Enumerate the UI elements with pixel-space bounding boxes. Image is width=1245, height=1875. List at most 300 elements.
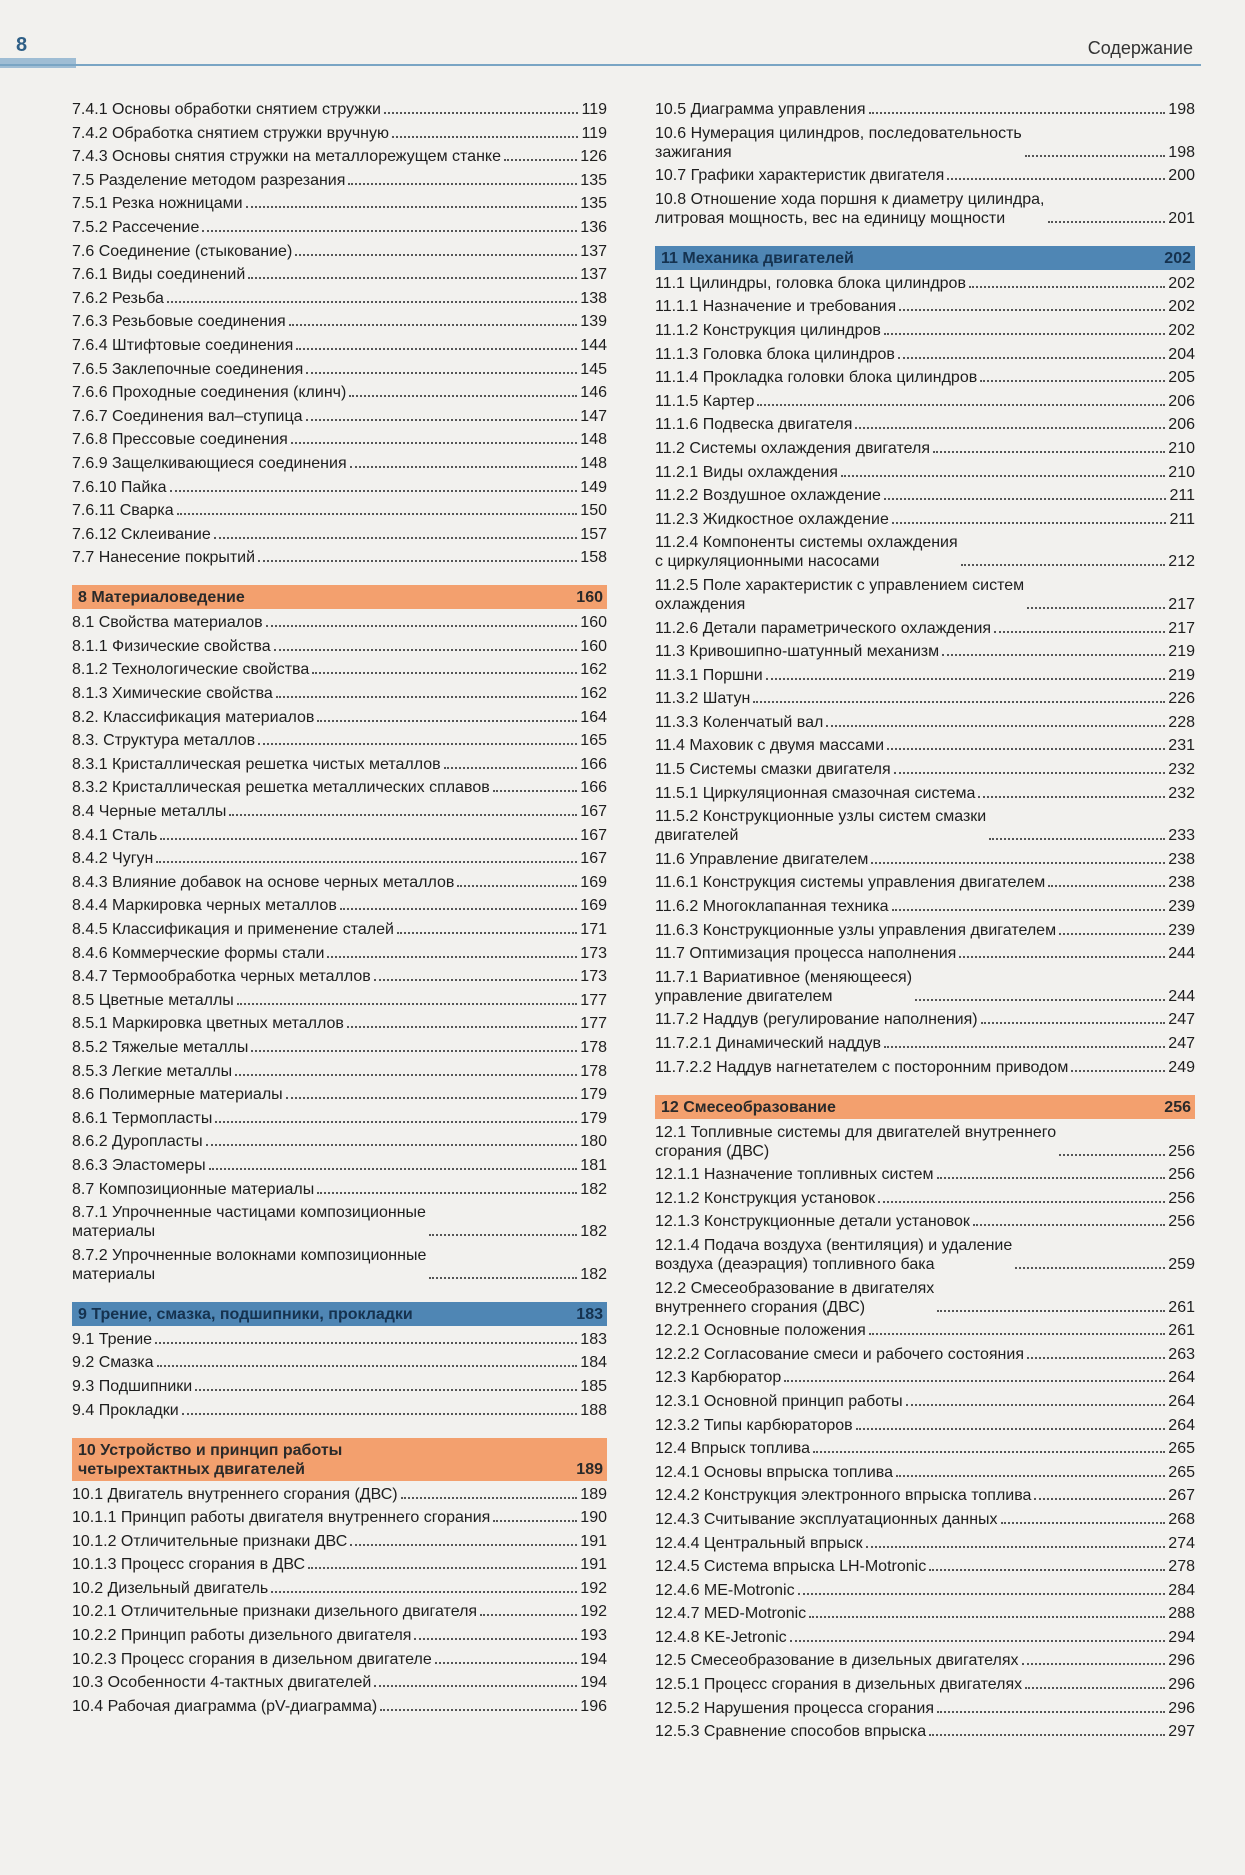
dot-leader	[980, 380, 1165, 382]
toc-entry-page: 198	[1168, 101, 1195, 118]
dot-leader	[312, 672, 577, 674]
toc-entry	[655, 713, 1195, 732]
toc-entry	[72, 1109, 607, 1128]
toc-entry-page: 296	[1168, 1652, 1195, 1670]
toc-entry-title: 11.1.1 Назначение и требования	[655, 298, 897, 316]
toc-entry	[655, 1416, 1195, 1435]
dot-leader	[753, 701, 1165, 703]
dot-leader	[1059, 933, 1165, 935]
toc-entry-page: 173	[580, 968, 607, 986]
toc-entry-page: 190	[580, 1509, 607, 1527]
toc-entry	[655, 968, 1195, 1006]
toc-entry-page: 210	[1168, 463, 1195, 481]
toc-entry-title: 7.6.4 Штифтовые соединения	[72, 336, 294, 354]
toc-entry-page: 146	[580, 384, 607, 402]
toc-entry	[72, 1246, 607, 1284]
toc-entry-title: 8.1 Свойства материалов	[72, 614, 263, 632]
toc-entry-title: 7.5.2 Рассечение	[72, 218, 200, 236]
dot-leader	[1027, 607, 1165, 609]
toc-entry-page: 160	[580, 637, 607, 655]
toc-entry	[655, 124, 1195, 162]
dot-leader	[444, 767, 578, 769]
toc-entry-title: 7.6.2 Резьба	[72, 289, 164, 307]
toc-entry-page: 150	[580, 502, 607, 520]
toc-entry-title: 11.3.1 Поршни	[655, 666, 763, 684]
toc-entry-page: 194	[580, 1650, 607, 1668]
dot-leader	[271, 1591, 577, 1593]
toc-entry-title: 8.4.2 Чугун	[72, 850, 154, 868]
toc-entry-title: 7.4.3 Основы снятия стружки на металлорежущем станке	[72, 148, 501, 166]
toc-entry-title: 9.4 Прокладки	[72, 1401, 179, 1419]
toc-entry-page: 288	[1168, 1605, 1195, 1623]
toc-entry-title: 11.2.4 Компоненты системы охлаждения с циркуляционными насосами	[655, 534, 958, 571]
toc-entry	[72, 1038, 607, 1057]
dot-leader	[306, 419, 578, 421]
toc-entry-title: 11.3.3 Коленчатый вал	[655, 713, 824, 731]
toc-entry	[655, 619, 1195, 638]
dot-leader	[892, 522, 1167, 524]
toc-entry-title: 8.1.1 Физические свойства	[72, 637, 271, 655]
dot-leader	[155, 1342, 577, 1344]
toc-entry-title: 8.4.4 Маркировка черных металлов	[72, 897, 337, 915]
dot-leader	[504, 159, 577, 161]
toc-entry	[655, 1463, 1195, 1482]
dot-leader	[237, 1003, 577, 1005]
toc-entry	[72, 265, 607, 284]
dot-leader	[347, 1026, 577, 1028]
toc-entry-title: 12.5.3 Сравнение способов впрыска	[655, 1723, 927, 1741]
toc-entry-page: 167	[580, 803, 607, 821]
toc-entry	[72, 100, 607, 119]
toc-entry	[72, 525, 607, 544]
toc-entry	[72, 454, 607, 473]
toc-entry	[72, 124, 607, 143]
toc-entry	[655, 1058, 1195, 1077]
toc-entry	[72, 360, 607, 379]
toc-entry	[72, 1532, 607, 1551]
toc-entry-title: 8.5.2 Тяжелые металлы	[72, 1038, 249, 1056]
toc-entry-title: 7.5.1 Резка ножницами	[72, 195, 243, 213]
toc-entry-title: 8.6.2 Дуропласты	[72, 1133, 203, 1151]
toc-entry-page: 167	[580, 850, 607, 868]
toc-entry	[655, 297, 1195, 316]
dot-leader	[429, 1277, 577, 1279]
toc-entry-page: 137	[580, 242, 607, 260]
dot-leader	[809, 1616, 1165, 1618]
toc-entry-page: 139	[580, 313, 607, 331]
toc-entry-title: 11.1.5 Картер	[655, 392, 755, 410]
toc-entry-page: 160	[580, 614, 607, 632]
dot-leader	[274, 649, 578, 651]
dot-leader	[209, 1168, 578, 1170]
dot-leader	[981, 1022, 1166, 1024]
toc-entry-title: 9.1 Трение	[72, 1330, 153, 1348]
toc-entry	[655, 850, 1195, 869]
dot-leader	[160, 838, 577, 840]
toc-entry-page: 169	[580, 897, 607, 915]
dot-leader	[286, 1097, 578, 1099]
toc-entry-page: 157	[580, 525, 607, 543]
dot-leader	[317, 1192, 577, 1194]
toc-entry	[655, 486, 1195, 505]
chapter-title: 12 Смесеобразование	[661, 1098, 836, 1116]
running-title: Содержание	[1087, 38, 1193, 58]
toc-entry	[72, 1377, 607, 1396]
toc-entry-page: 162	[580, 685, 607, 703]
dot-leader	[937, 1177, 1166, 1179]
toc-entry	[72, 731, 607, 750]
toc-entry	[72, 920, 607, 939]
toc-entry-page: 192	[580, 1603, 607, 1621]
dot-leader	[878, 1201, 1165, 1203]
toc-entry	[72, 1014, 607, 1033]
toc-entry-page: 228	[1168, 713, 1195, 731]
toc-entry-title: 12.5.2 Нарушения процесса сгорания	[655, 1699, 935, 1717]
toc-entry	[72, 194, 607, 213]
toc-entry-page: 162	[580, 661, 607, 679]
toc-entry	[72, 407, 607, 426]
dot-leader	[813, 1451, 1165, 1453]
dot-leader	[291, 442, 577, 444]
toc-entry	[655, 415, 1195, 434]
toc-entry-title: 10.1 Двигатель внутреннего сгорания (ДВС)	[72, 1485, 398, 1503]
toc-entry-title: 10.6 Нумерация цилиндров, последовательность зажигания	[655, 124, 1022, 161]
dot-leader	[295, 254, 577, 256]
toc-entry-title: 11.2.1 Виды охлаждения	[655, 463, 838, 481]
toc-entry-page: 180	[580, 1133, 607, 1151]
dot-leader	[457, 885, 577, 887]
dot-leader	[246, 206, 578, 208]
toc-entry-page: 211	[1169, 487, 1195, 505]
dot-leader	[884, 333, 1165, 335]
toc-entry-page: 148	[580, 431, 607, 449]
toc-entry-title: 7.6.6 Проходные соединения (клинч)	[72, 384, 347, 402]
toc-entry-page: 265	[1168, 1440, 1195, 1458]
toc-entry-page: 137	[580, 266, 607, 284]
toc-entry	[72, 684, 607, 703]
toc-entry-page: 244	[1168, 945, 1195, 963]
toc-entry-title: 11.5.2 Конструкционные узлы систем смазки двигателей	[655, 808, 987, 845]
toc-entry-title: 11.7.2 Наддув (регулирование наполнения)	[655, 1011, 978, 1029]
toc-entry	[72, 873, 607, 892]
dot-leader	[401, 1497, 578, 1499]
dot-leader	[258, 743, 577, 745]
toc-entry-page: 238	[1168, 874, 1195, 892]
dot-leader	[790, 1640, 1166, 1642]
toc-entry-page: 149	[580, 478, 607, 496]
toc-entry-page: 204	[1168, 345, 1195, 363]
chapter-page: 183	[576, 1305, 603, 1323]
toc-entry-page: 202	[1168, 274, 1195, 292]
toc-entry	[72, 778, 607, 797]
toc-entry-page: 256	[1168, 1189, 1195, 1207]
toc-entry	[655, 642, 1195, 661]
dot-leader	[869, 1333, 1166, 1335]
toc-entry-title: 10.3 Особенности 4-тактных двигателей	[72, 1674, 372, 1692]
toc-entry	[655, 807, 1195, 845]
toc-entry-title: 11.7.1 Вариативное (меняющееся) управление двигателем	[655, 968, 913, 1005]
toc-entry	[655, 100, 1195, 119]
dot-leader	[906, 1404, 1166, 1406]
toc-entry-title: 7.6 Соединение (стыкование)	[72, 242, 293, 260]
toc-entry-page: 178	[580, 1062, 607, 1080]
dot-leader	[969, 286, 1165, 288]
toc-entry-title: 8.4.7 Термообработка черных металлов	[72, 968, 371, 986]
toc-entry-title: 12.4.2 Конструкция электронного впрыска топлива	[655, 1487, 1032, 1505]
toc-entry	[655, 1368, 1195, 1387]
toc-entry-title: 7.7 Нанесение покрытий	[72, 549, 256, 567]
toc-entry	[72, 802, 607, 821]
toc-entry-title: 11.1.2 Конструкция цилиндров	[655, 321, 881, 339]
toc-entry-page: 193	[580, 1627, 607, 1645]
dot-leader	[898, 357, 1165, 359]
toc-entry	[72, 1401, 607, 1420]
toc-entry-title: 8.4 Черные металлы	[72, 803, 227, 821]
toc-entry-title: 7.5 Разделение методом разрезания	[72, 171, 346, 189]
toc-entry	[72, 755, 607, 774]
toc-entry-page: 189	[580, 1485, 607, 1503]
toc-entry-title: 8.4.5 Классификация и применение сталей	[72, 921, 394, 938]
toc-entry	[655, 1392, 1195, 1411]
toc-entry-page: 196	[580, 1697, 607, 1715]
toc-entry-page: 217	[1168, 595, 1195, 613]
dot-leader	[380, 1709, 577, 1711]
dot-leader	[933, 451, 1165, 453]
toc-entry-page: 138	[580, 289, 607, 307]
toc-entry-title: 8.4.3 Влияние добавок на основе черных металлов	[72, 873, 455, 891]
dot-leader	[894, 772, 1166, 774]
dot-leader	[887, 748, 1165, 750]
dot-leader	[915, 999, 1165, 1001]
toc-entry-title: 11.6.3 Конструкционные узлы управления двигателем	[655, 921, 1057, 939]
toc-entry	[72, 1555, 607, 1574]
dot-leader	[1071, 1070, 1165, 1072]
dot-leader	[899, 309, 1165, 311]
dot-leader	[235, 1074, 577, 1076]
toc-entry-title: 8.7.2 Упрочненные волокнами композиционные материалы	[72, 1246, 427, 1283]
toc-entry-title: 10.5 Диаграмма управления	[655, 101, 866, 118]
toc-entry-page: 192	[580, 1579, 607, 1597]
toc-entry	[72, 1508, 607, 1527]
dot-leader	[937, 1310, 1165, 1312]
dot-leader	[215, 1121, 577, 1123]
toc-entry-page: 177	[580, 991, 607, 1009]
toc-entry	[655, 463, 1195, 482]
toc-entry-title: 10.8 Отношение хода поршня к диаметру цилиндра, литровая мощность, вес на единицу мощности	[655, 190, 1045, 227]
dot-leader	[884, 1046, 1165, 1048]
toc-entry-title: 12.1.4 Подача воздуха (вентиляция) и удаление воздуха (деаэрация) топливного бака	[655, 1236, 1013, 1273]
toc-entry	[72, 991, 607, 1010]
toc-entry	[655, 689, 1195, 708]
dot-leader	[1048, 221, 1166, 223]
toc-entry	[72, 383, 607, 402]
toc-entry	[72, 1697, 607, 1716]
toc-entry-page: 202	[1168, 298, 1195, 316]
toc-entry-page: 135	[580, 171, 607, 189]
toc-entry-page: 158	[580, 549, 607, 567]
dot-leader	[896, 1475, 1165, 1477]
toc-entry-page: 247	[1168, 1011, 1195, 1029]
toc-entry	[655, 1557, 1195, 1576]
dot-leader	[435, 1662, 578, 1664]
toc-entry-page: 178	[580, 1038, 607, 1056]
dot-leader	[973, 1224, 1165, 1226]
chapter-page: 202	[1164, 249, 1191, 267]
toc-entry-page: 198	[1168, 143, 1195, 161]
toc-entry-page: 126	[580, 148, 607, 166]
dot-leader	[869, 112, 1166, 114]
dot-leader	[766, 678, 1166, 680]
toc-entry-page: 177	[580, 1015, 607, 1033]
toc-entry-title: 12.4.6 ME-Motronic	[655, 1581, 795, 1599]
toc-entry	[72, 1132, 607, 1151]
dot-leader	[429, 1234, 577, 1236]
chapter-page: 189	[576, 1460, 603, 1478]
toc-entry-title: 7.4.1 Основы обработки снятием стружки	[72, 101, 381, 118]
toc-entry	[655, 1010, 1195, 1029]
dot-leader	[156, 861, 577, 863]
toc-entry	[655, 533, 1195, 571]
toc-entry-page: 148	[580, 454, 607, 472]
toc-entry-page: 261	[1168, 1322, 1195, 1340]
toc-entry	[655, 1628, 1195, 1647]
toc-entry-page: 181	[580, 1156, 607, 1174]
toc-entry-title: 8.3.2 Кристаллическая решетка металлических сплавов	[72, 779, 490, 797]
toc-entry-title: 11.1.4 Прокладка головки блока цилиндров	[655, 369, 978, 387]
toc-entry	[72, 967, 607, 986]
toc-entry-title: 8.2. Классификация материалов	[72, 708, 315, 726]
header-rule-accent	[0, 58, 76, 68]
toc-entry-page: 219	[1168, 643, 1195, 661]
toc-entry-page: 119	[581, 101, 607, 118]
toc-entry	[655, 666, 1195, 685]
toc-entry-title: 11.5 Системы смазки двигателя	[655, 761, 891, 779]
toc-entry-title: 8.7 Композиционные материалы	[72, 1180, 315, 1198]
chapter-heading	[72, 585, 607, 609]
toc-entry-title: 12.4.5 Система впрыска LH-Motronic	[655, 1558, 927, 1576]
toc-entry	[72, 944, 607, 963]
toc-entry	[72, 147, 607, 166]
toc-entry-title: 12.3.1 Основной принцип работы	[655, 1392, 903, 1410]
toc-entry	[655, 190, 1195, 228]
dot-leader	[308, 1567, 577, 1569]
toc-entry-page: 296	[1168, 1699, 1195, 1717]
dot-leader	[248, 277, 577, 279]
toc-entry-title: 10.1.1 Принцип работы двигателя внутреннего сгорания	[72, 1509, 491, 1527]
toc-entry-page: 202	[1168, 321, 1195, 339]
toc-entry-title: 11.6.1 Конструкция системы управления двигателем	[655, 874, 1046, 892]
toc-entry	[655, 1651, 1195, 1670]
toc-entry-page: 263	[1168, 1345, 1195, 1363]
toc-entry-page: 136	[580, 218, 607, 236]
dot-leader	[170, 490, 578, 492]
toc-entry-title: 10.2.3 Процесс сгорания в дизельном двигателе	[72, 1650, 432, 1668]
toc-entry	[655, 368, 1195, 387]
toc-entry-title: 7.6.10 Пайка	[72, 478, 167, 496]
toc-entry-page: 247	[1168, 1035, 1195, 1052]
toc-entry-page: 191	[580, 1532, 607, 1550]
toc-entry	[72, 826, 607, 845]
toc-entry	[72, 708, 607, 727]
toc-entry-title: 10.7 Графики характеристик двигателя	[655, 167, 945, 185]
toc-entry-title: 11.4 Маховик с двумя массами	[655, 737, 884, 755]
toc-entry	[655, 1510, 1195, 1529]
toc-entry-title: 11.1.3 Головка блока цилиндров	[655, 345, 895, 363]
toc-entry	[655, 1236, 1195, 1274]
toc-entry	[655, 1486, 1195, 1505]
toc-entry	[72, 1330, 607, 1349]
toc-entry	[72, 242, 607, 261]
toc-entry-title: 9.2 Смазка	[72, 1354, 154, 1372]
toc-entry	[655, 897, 1195, 916]
toc-entry-page: 284	[1168, 1581, 1195, 1599]
toc-entry-page: 171	[580, 921, 607, 938]
toc-entry-page: 231	[1168, 737, 1195, 755]
dot-leader	[296, 348, 577, 350]
toc-entry-title: 12.4.4 Центральный впрыск	[655, 1534, 863, 1552]
toc-entry-title: 7.6.11 Сварка	[72, 502, 174, 520]
toc-entry	[655, 944, 1195, 963]
dot-leader	[392, 136, 579, 138]
toc-entry-page: 296	[1168, 1676, 1195, 1694]
chapter-title: 9 Трение, смазка, подшипники, прокладки	[78, 1305, 413, 1323]
toc-entry-page: 173	[580, 944, 607, 962]
toc-entry	[655, 510, 1195, 529]
toc-entry-title: 7.6.12 Склеивание	[72, 525, 211, 543]
toc-entry-title: 12.3.2 Типы карбюраторов	[655, 1416, 853, 1434]
toc-entry-page: 238	[1168, 850, 1195, 868]
toc-entry	[72, 501, 607, 520]
toc-entry-page: 233	[1168, 827, 1195, 845]
toc-entry	[72, 1180, 607, 1199]
dot-leader	[266, 625, 578, 627]
toc-entry-page: 166	[580, 755, 607, 773]
toc-entry	[655, 1675, 1195, 1694]
dot-leader	[349, 395, 577, 397]
toc-entry-page: 297	[1168, 1723, 1195, 1741]
dot-leader	[317, 720, 577, 722]
toc-entry-title: 8.1.3 Химические свойства	[72, 685, 273, 703]
toc-entry	[655, 1034, 1195, 1053]
toc-entry	[72, 613, 607, 632]
dot-leader	[978, 796, 1165, 798]
toc-entry-page: 249	[1168, 1058, 1195, 1076]
dot-leader	[871, 862, 1165, 864]
dot-leader	[1059, 1154, 1165, 1156]
dot-leader	[942, 654, 1165, 656]
toc-entry-title: 8.1.2 Технологические свойства	[72, 661, 310, 679]
toc-entry-page: 294	[1168, 1628, 1195, 1646]
toc-entry-title: 7.6.9 Защелкивающиеся соединения	[72, 454, 347, 472]
dot-leader	[258, 560, 577, 562]
toc-entry	[72, 430, 607, 449]
toc-entry	[72, 1602, 607, 1621]
toc-entry-page: 144	[580, 336, 607, 354]
toc-entry	[72, 896, 607, 915]
toc-entry-title: 11.7 Оптимизация процесса наполнения	[655, 945, 957, 963]
toc-entry-title: 7.6.1 Виды соединений	[72, 266, 246, 284]
toc-entry-page: 166	[580, 779, 607, 797]
dot-leader	[157, 1365, 578, 1367]
dot-leader	[167, 301, 577, 303]
toc-entry-page: 205	[1168, 369, 1195, 387]
toc-entry-page: 256	[1168, 1166, 1195, 1184]
toc-entry	[655, 1699, 1195, 1718]
dot-leader	[1025, 1687, 1165, 1689]
toc-entry-page: 183	[580, 1330, 607, 1348]
dot-leader	[289, 324, 578, 326]
toc-entry-page: 256	[1168, 1142, 1195, 1160]
